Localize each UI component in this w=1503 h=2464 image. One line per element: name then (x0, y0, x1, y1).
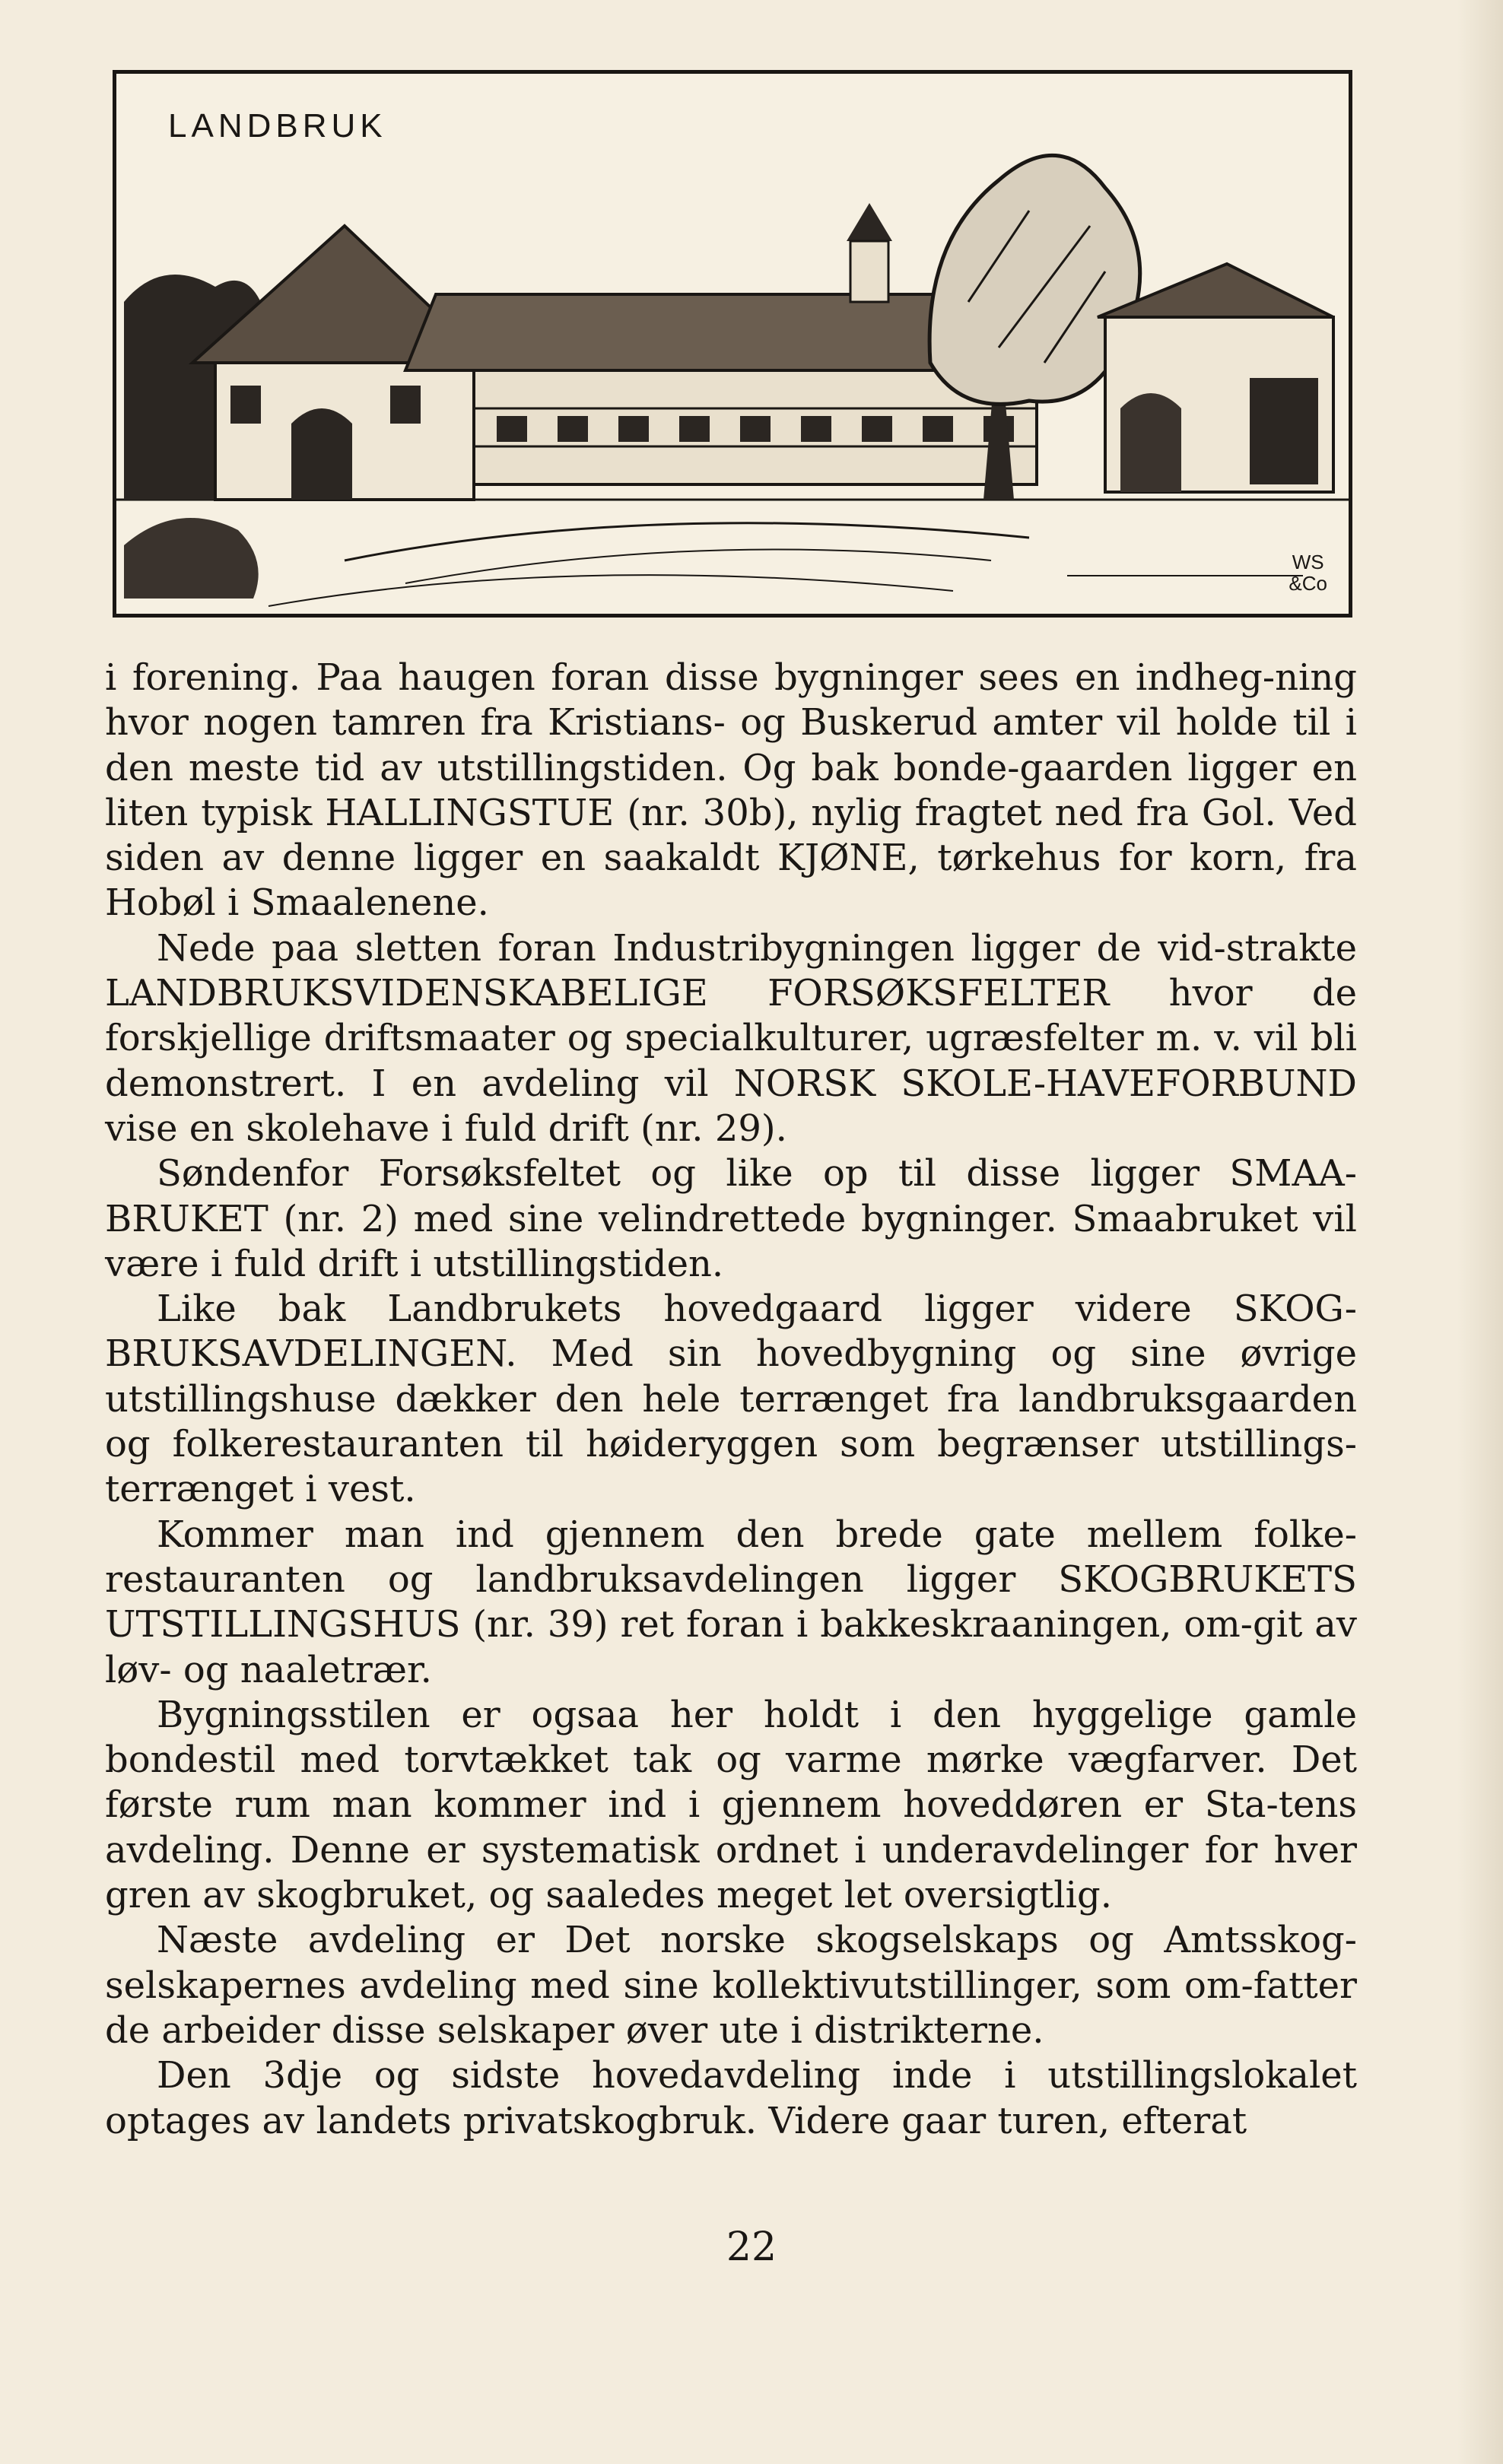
paragraph: Den 3dje og sidste hovedavdeling inde i utstillingslokalet optages av landets privatskogbruk. Videre gaar turen, efterat (105, 2054, 1357, 2142)
farm-buildings-drawing (116, 74, 1349, 614)
paragraph: Like bak Landbrukets hovedgaard ligger videre SKOG-BRUKSAVDELINGEN. Med sin hovedbygning og sine øvrige utstillingshuse dækker den hele terrænget fra landbruksgaarden og folkerestauranten til høideryggen som begrænser utstillings-terrænget i vest. (105, 1288, 1357, 1511)
header-illustration (113, 70, 1352, 618)
paragraph: i forening. Paa haugen foran disse bygninger sees en indheg‑ning hvor nogen tamren fra Kristians- og Buskerud amter vil holde til i den meste tid av utstillingstiden. Og bak bonde-gaarden ligger en liten typisk HALLINGSTUE (nr. 30b), nylig fragtet ned fra Gol. Ved siden av denne ligger en saakaldt KJØNE, tørkehus for korn, fra Hobøl i Smaalenene. (105, 656, 1357, 925)
artist-signature (1289, 551, 1327, 594)
body-text (105, 656, 1357, 2144)
page-edge-shadow (1457, 0, 1503, 2464)
section-title: LANDBRUK (168, 107, 387, 144)
paragraph: Kommer man ind gjennem den brede gate mellem folke-restauranten og landbruksavdelingen ligger SKOGBRUKETS UTSTILLINGSHUS (nr. 39) ret foran i bakkeskraaningen, om-git av løv- og naaletrær. (105, 1513, 1357, 1691)
paragraph: Bygningsstilen er ogsaa her holdt i den hyggelige gamle bondestil med torvtækket tak og varme mørke vægfarver. Det første rum man kommer ind i gjennem hoveddøren er Sta-tens avdeling. Denne er systematisk ordnet i underavdelinger for hver gren av skogbruket, og saaledes meget let oversigtlig. (105, 1693, 1357, 1917)
signature-line: WS (1292, 551, 1324, 573)
page-number: 22 (726, 2224, 777, 2270)
paragraph: Næste avdeling er Det norske skogselskaps og Amtsskog-selskapernes avdeling med sine kollektivutstillinger, som om-fatter de arbeider disse selskaper øver ute i distrikterne. (105, 1919, 1357, 2052)
paragraph: Nede paa sletten foran Industribygningen ligger de vid-strakte LANDBRUKSVIDENSKABELIGE FORSØKSFELTER hvor de forskjellige driftsmaater og specialkulturer, ugræsfelter m. v. vil bli demonstrert. I en avdeling vil NORSK SKOLE-HAVEFORBUND vise en skolehave i fuld drift (nr. 29). (105, 926, 1357, 1150)
signature-line: &Co (1289, 572, 1327, 595)
paragraph: Søndenfor Forsøksfeltet og like op til disse ligger SMAA-BRUKET (nr. 2) med sine velindrettede bygninger. Smaabruket vil være i fuld drift i utstillingstiden. (105, 1152, 1357, 1285)
